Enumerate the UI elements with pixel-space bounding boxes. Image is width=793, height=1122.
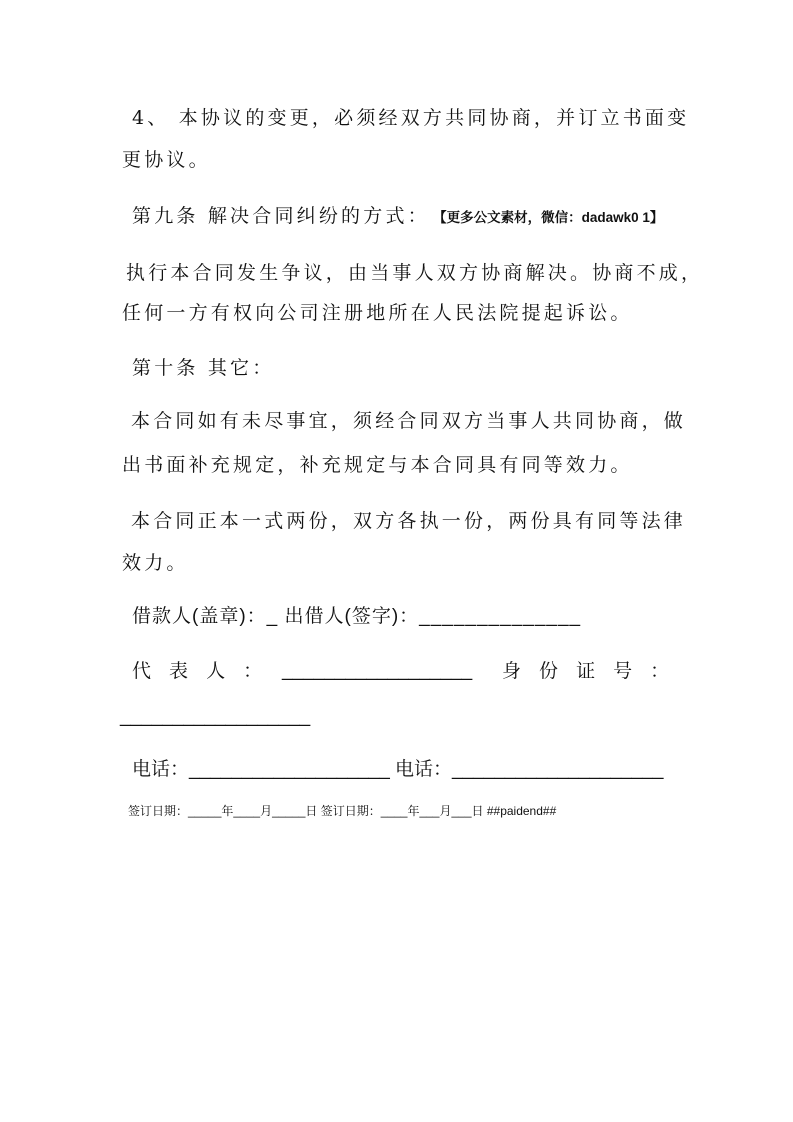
- article10-heading: 第十条 其它：: [132, 357, 275, 379]
- item4-line2: 更协议。: [122, 149, 211, 171]
- item4-line1: 4、 本协议的变更，必须经双方共同协商，并订立书面变: [132, 107, 690, 129]
- article10-p2-line2: 效力。: [122, 552, 189, 574]
- promo-note: 【更多公文素材，微信：dadawk0 1】: [439, 210, 664, 225]
- article9-heading-text: 第九条 解决合同纠纷的方式：: [132, 205, 430, 227]
- borrower-lender-signature-line: 借款人(盖章)：_ 出借人(签字)：______________: [132, 606, 582, 627]
- article10-p2-line1: 本合同正本一式两份，双方各执一份，两份具有同等法律: [131, 510, 687, 532]
- article9-line2: 任何一方有权向公司注册地所在人民法院提起诉讼。: [122, 302, 633, 324]
- article9-heading: [132, 203, 663, 231]
- id-number-blank: __________________: [120, 706, 311, 727]
- sign-date-line: 签订日期：_____年____月_____日 签订日期：____年___月___日 ##paidend##: [128, 804, 557, 818]
- representative-blank: __________________: [282, 660, 473, 681]
- article10-p1-line1: 本合同如有未尽事宜，须经合同双方当事人共同协商，做: [131, 410, 687, 432]
- article9-line1: 执行本合同发生争议，由当事人双方协商解决。协商不成，: [126, 262, 704, 284]
- article10-p1-line2: 出书面补充规定，补充规定与本合同具有同等效力。: [122, 454, 633, 476]
- id-number-label: 身 份 证 号 ：: [502, 660, 676, 682]
- representative-label: 代 表 人 ：: [132, 660, 269, 682]
- phone-line: 电话：___________________ 电话：____________________: [132, 759, 664, 780]
